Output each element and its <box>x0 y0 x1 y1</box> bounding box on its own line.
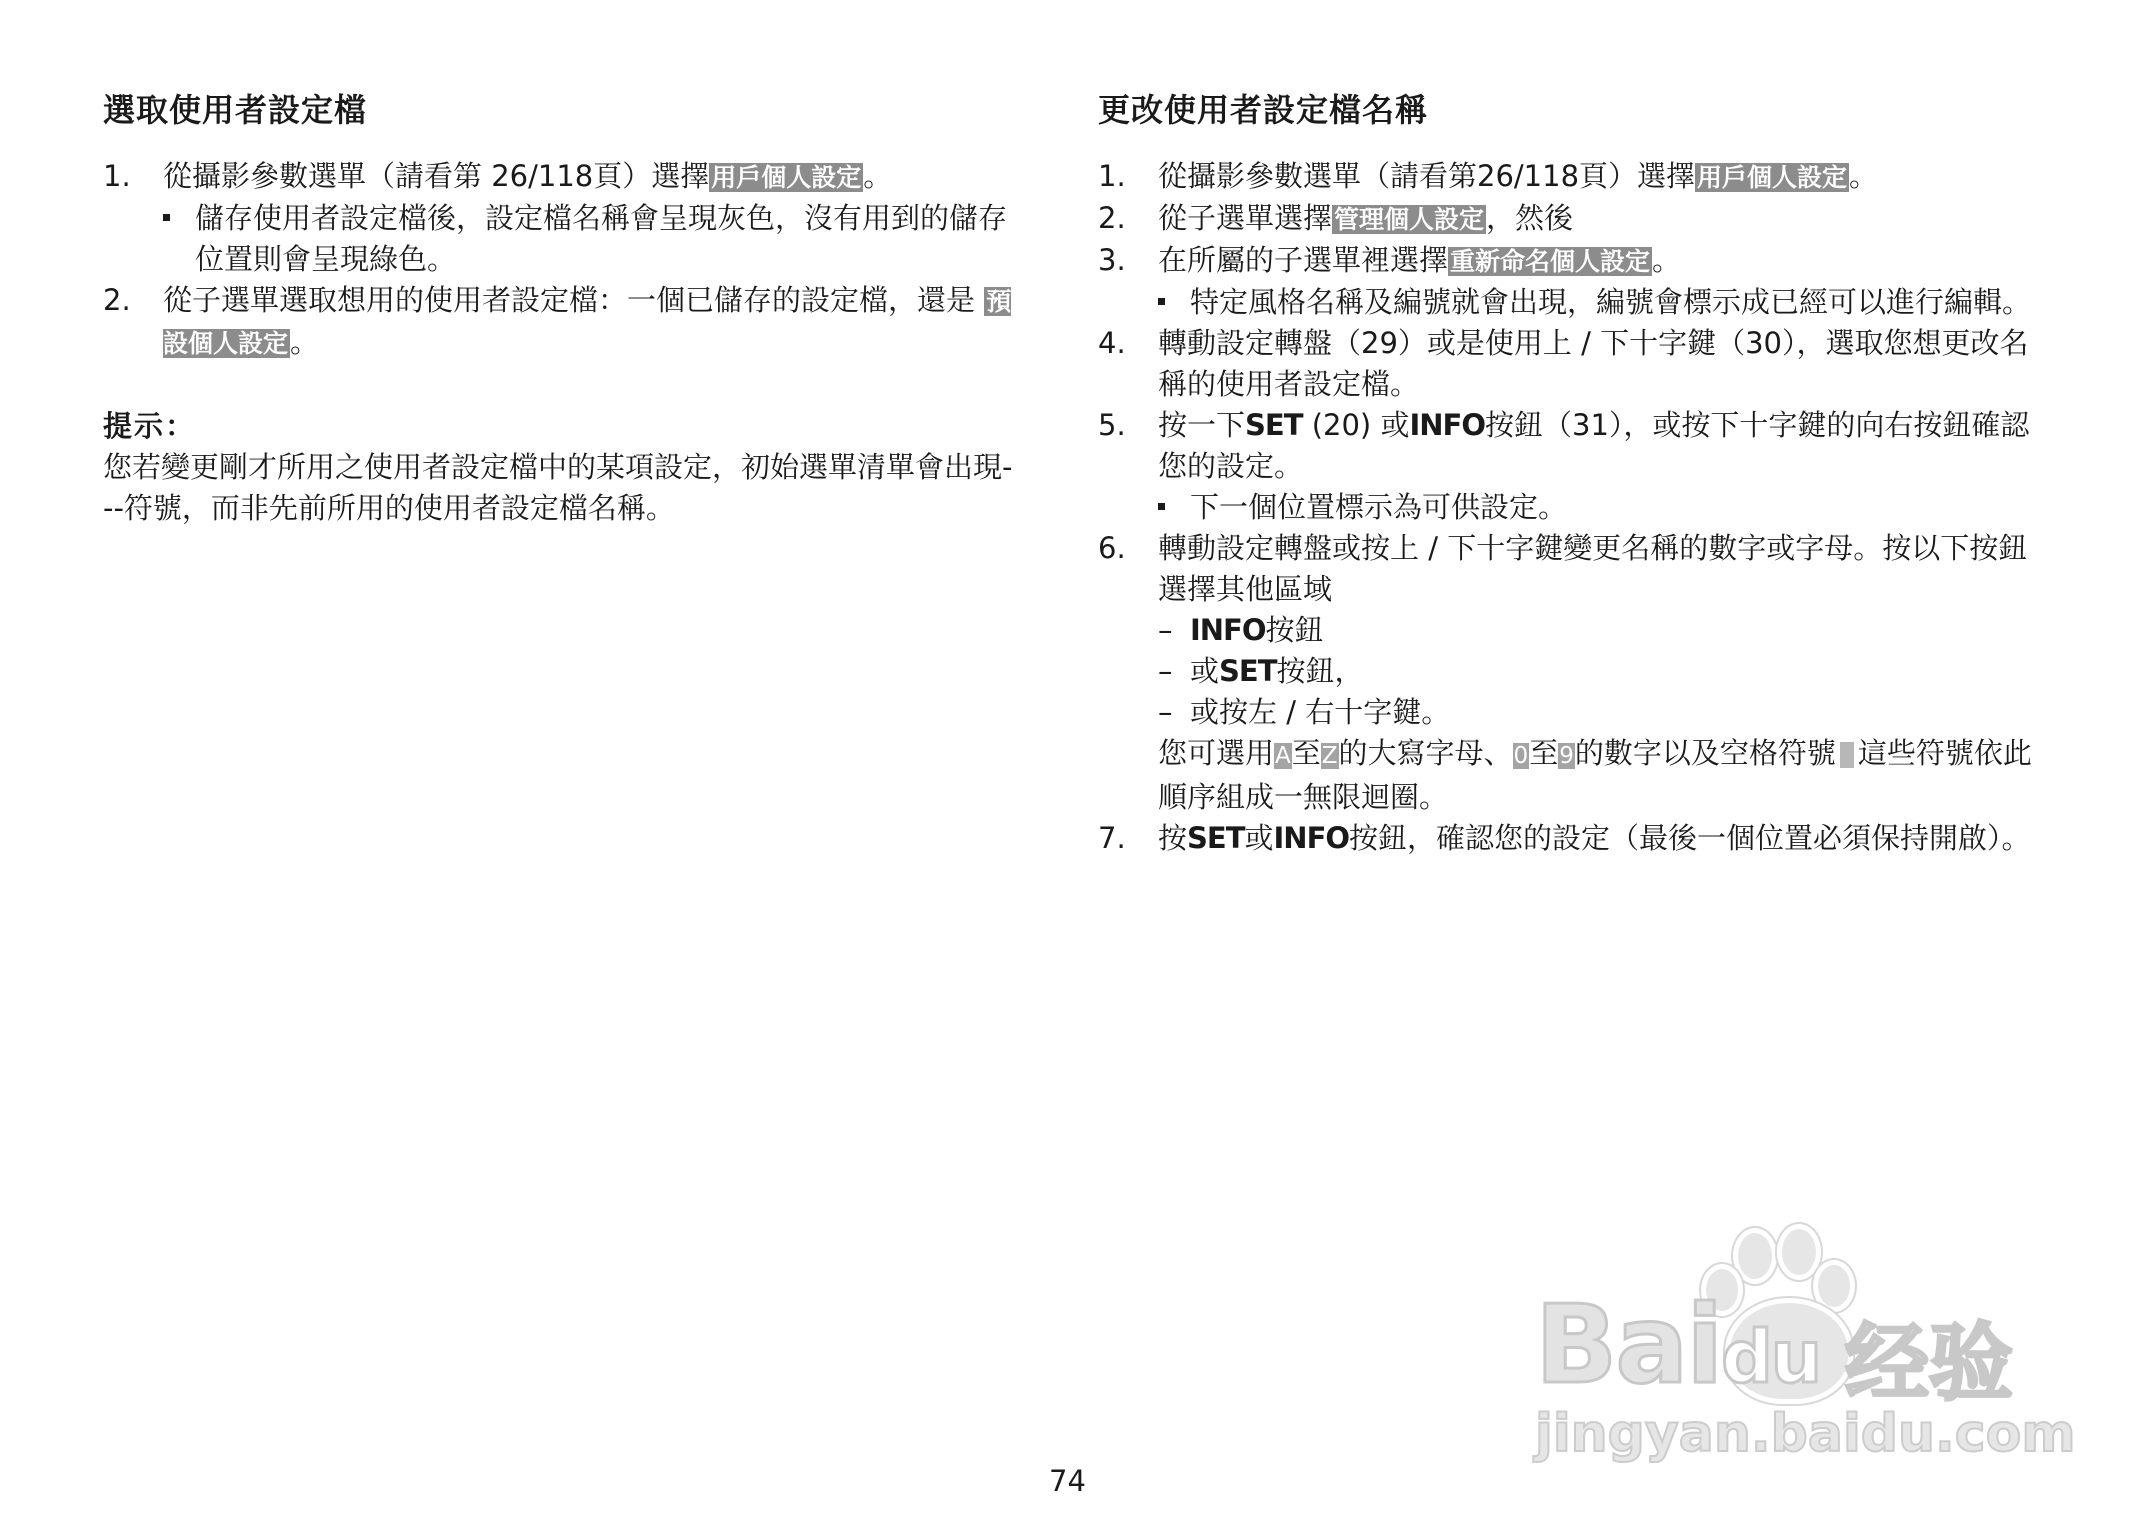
step-5: 5. 按一下SET (20) 或INFO按鈕（31），或按下十字鍵的向右按鈕確認您的設定。 <box>1098 408 2030 483</box>
page-number: 74 <box>1049 1464 1086 1498</box>
step-1: 1. 從攝影參數選單（請看第 26/118頁）選擇用戶個人設定。 <box>103 156 1013 198</box>
watermark-brand-cn: 经验 <box>1845 1314 2014 1412</box>
info-key-label: INFO <box>1190 613 1266 647</box>
step-3-bullet: 特定風格名稱及編號就會出現，編號會標示成已經可以進行編輯。 <box>1098 282 2038 323</box>
set-key-label: SET <box>1187 821 1245 855</box>
menu-label-highlight: 預設個人設定 <box>163 287 1012 358</box>
char-Z-highlight: Z <box>1321 743 1338 769</box>
tip-title: 提示： <box>103 409 197 443</box>
section-title-select-profile: 選取使用者設定檔 <box>103 91 368 129</box>
menu-label-highlight: 用戶個人設定 <box>1697 163 1848 192</box>
set-key-label: SET <box>1219 654 1277 688</box>
watermark-url: jingyan.baidu.com <box>1535 1404 2076 1464</box>
step-5-bullet: 下一個位置標示為可供設定。 <box>1098 487 2038 528</box>
step-6-note: 您可選用A至Z的大寫字母、0至9的數字以及空格符號 這些符號依此順序組成一無限迴圈。 <box>1158 736 2032 814</box>
bullet-square-icon <box>1158 487 1190 528</box>
step-number: 1. <box>103 159 131 193</box>
step-1-bullet: 儲存使用者設定檔後，設定檔名稱會呈現灰色，沒有用到的儲存位置則會呈現綠色。 <box>103 198 1013 280</box>
char-9-highlight: 9 <box>1559 743 1574 769</box>
menu-label-highlight: 重新命名個人設定 <box>1450 247 1651 276</box>
space-symbol-icon <box>1840 742 1854 768</box>
bullet-square-icon <box>163 198 195 280</box>
bullet-square-icon <box>1158 282 1190 323</box>
menu-label-highlight: 用戶個人設定 <box>711 163 862 192</box>
paw-toe-icon <box>1777 1224 1821 1280</box>
step-6-dash-2: – 或SET按鈕， <box>1158 654 1364 688</box>
step-number: 2. <box>103 283 131 317</box>
right-column <box>1098 88 2038 859</box>
info-key-label: INFO <box>1273 821 1350 855</box>
info-key-label: INFO <box>1409 408 1485 442</box>
watermark-brand: Baidu <box>1535 1283 1821 1408</box>
set-key-label: SET <box>1245 408 1303 442</box>
char-0-highlight: 0 <box>1513 743 1529 769</box>
section-title-rename-profile: 更改使用者設定檔名稱 <box>1098 91 1429 129</box>
step-7: 7. 按SET或INFO按鈕，確認您的設定（最後一個位置必須保持開啟）。 <box>1098 821 2031 855</box>
left-column <box>103 88 1013 529</box>
tip-text: 您若變更剛才所用之使用者設定檔中的某項設定，初始選單清單會出現---符號，而非先前所用的使用者設定檔名稱。 <box>103 450 1013 525</box>
step-3: 3. 在所屬的子選單裡選擇重新命名個人設定。 <box>1098 243 1682 277</box>
step-2: 2. 從子選單選取想用的使用者設定檔：一個已儲存的設定檔，還是 預設個人設定。 <box>103 280 1013 364</box>
step-6-dash-1: – INFO按鈕 <box>1158 613 1324 647</box>
step-4: 4. 轉動設定轉盤（29）或是使用上 / 下十字鍵（30），選取您想更改名稱的使用者設定檔。 <box>1098 326 2029 401</box>
menu-label-highlight: 管理個人設定 <box>1334 205 1485 234</box>
char-A-highlight: A <box>1275 743 1291 769</box>
step-1: 1. 從攝影參數選單（請看第26/118頁）選擇用戶個人設定。 <box>1098 159 1879 193</box>
step-6-dash-3: – 或按左 / 右十字鍵。 <box>1158 695 1451 729</box>
step-2: 2. 從子選單選擇管理個人設定，然後 <box>1098 201 1574 235</box>
step-6: 6. 轉動設定轉盤或按上 / 下十字鍵變更名稱的數字或字母。按以下按鈕選擇其他區域 <box>1098 531 2028 606</box>
baidu-jingyan-watermark <box>1525 1228 2076 1468</box>
